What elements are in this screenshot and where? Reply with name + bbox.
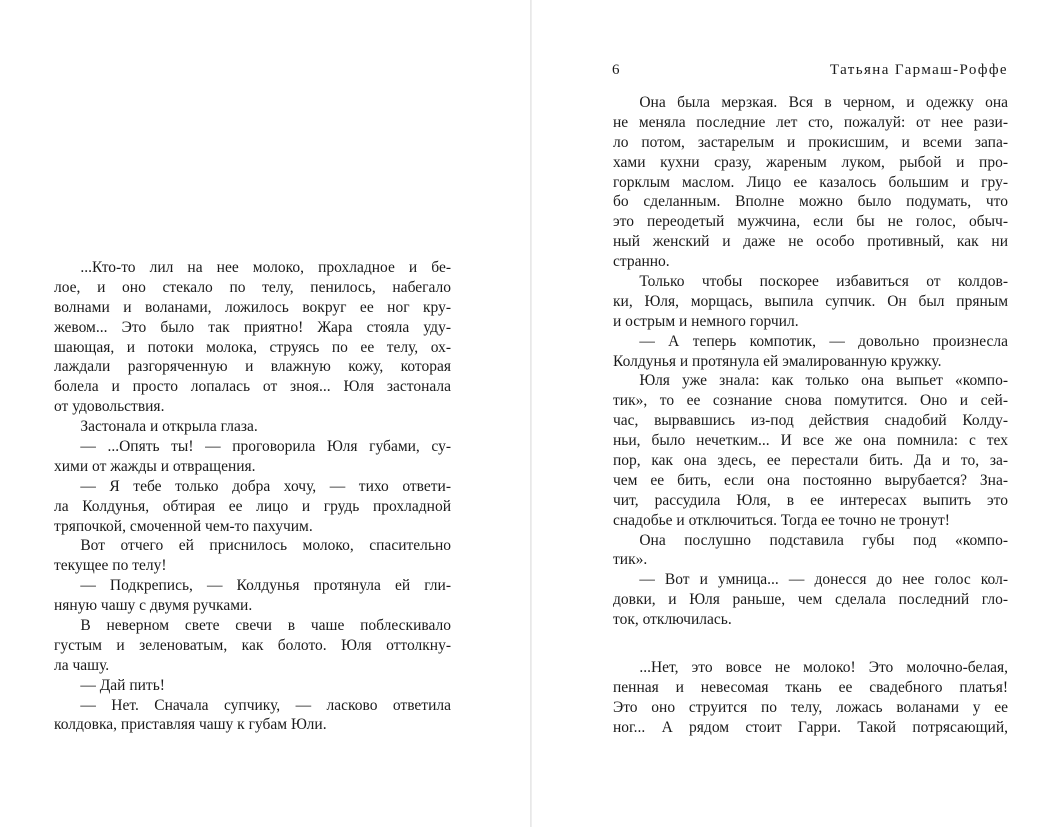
text-line: ки, Юля, морщась, выпила супчик. Он был пряным [613, 292, 1008, 310]
text-line: — Подкрепись, — Колдунья протянула ей гли- [80, 577, 451, 595]
text-line: ный женский и даже не особо противный, как ни [613, 233, 1008, 251]
text-line: ...Нет, это вовсе не молоко! Это молочно-белая, [639, 659, 1008, 676]
text-line: Это оно струится по телу, ложась воланами у ее [613, 698, 1008, 716]
text-line: не меняла последние лет сто, пожалуй: от нее рази- [613, 113, 1008, 131]
running-header-author: Татьяна Гармаш-Роффе [829, 62, 1008, 78]
text-line: чит, рассудила Юля, в ее интересах выпить это [613, 491, 1008, 509]
text-line: волнами и воланами, ложилось вокруг ее ног кру- [54, 298, 451, 316]
text-line: снадобье и отключиться. Тогда ее точно не тронут! [613, 511, 950, 529]
text-line: — Вот и умница... — донесся до нее голос кол- [639, 571, 1008, 589]
text-line: — Нет. Сначала супчику, — ласково ответила [80, 696, 451, 714]
text-line: ток, отключилась. [613, 611, 732, 629]
text-line: это переодетый мужчина, если бы не голос, обыч- [613, 213, 1008, 231]
text-line: ньи, было нечетким... И все же она помнила: с тех [613, 432, 1008, 450]
text-line: ло потом, застарелым и прокисшим, и всеми запа- [613, 133, 1008, 151]
running-header [612, 62, 1008, 84]
text-line: ла Колдунья, обтирая ее лицо и грудь прохладной [54, 497, 451, 515]
text-line: довки, и Юля раньше, чем сделала последний гло- [613, 591, 1008, 609]
text-line: текущее по телу! [54, 557, 167, 575]
text-line: — Дай пить! [80, 676, 165, 694]
text-line: ...Кто-то лил на нее молоко, прохладное и бе- [80, 259, 451, 276]
text-line: лаждали разгоряченную и влажную кожу, которая [54, 358, 451, 376]
left-page-text [54, 258, 451, 735]
text-line: бо сделанным. Вполне можно было подумать, что [613, 193, 1008, 211]
text-line: лое, и оно стекало по телу, пенилось, набегало [54, 278, 451, 296]
text-line: Колдунья и протянула ей эмалированную кружку. [613, 352, 942, 370]
text-line: Только чтобы поскорее избавиться от колдов- [639, 273, 1008, 291]
text-line: хами кухни сразу, жареным луком, рыбой и про- [613, 153, 1008, 171]
text-line: тик». [613, 551, 648, 569]
text-line: от удовольствия. [54, 398, 165, 416]
page-number: 6 [612, 62, 621, 78]
text-line: пенная и невесомая ткань ее свадебного платья! [613, 678, 1008, 696]
text-line: странно. [613, 253, 670, 271]
text-line: и острым и немного горчил. [613, 312, 799, 330]
text-line: — ...Опять ты! — проговорила Юля губами, су- [80, 438, 451, 456]
text-line: болела и просто лопалась от зноя... Юля застонала [54, 378, 451, 396]
text-line: — А теперь компотик, — довольно произнесла [639, 332, 1008, 350]
text-line: ла чашу. [54, 656, 110, 674]
text-line: час, вырвавшись из-под действия снадобий Колду- [613, 412, 1008, 430]
text-line: шающая, и потоки молока, струясь по ее телу, ох- [54, 338, 451, 356]
text-line: ног... А рядом стоит Гарри. Такой потрясающий, [613, 718, 1008, 736]
text-line: Застонала и открыла глаза. [80, 418, 258, 436]
text-line: чем ее бить, если она постоянно вырубается? Зна- [613, 471, 1008, 489]
text-line: Она была мерзкая. Вся в черном, и одежку она [639, 94, 1008, 111]
text-line: колдовка, приставляя чашу к губам Юли. [54, 716, 327, 734]
text-line: пор, как она здесь, ее перестали бить. Да и то, за- [613, 452, 1008, 470]
text-line: Юля уже знала: как только она выпьет «компо- [639, 372, 1008, 390]
text-line: горклым маслом. Лицо ее казалось большим и гру- [613, 173, 1008, 191]
text-line: тряпочкой, смоченной чем-то пахучим. [54, 517, 313, 535]
text-line: Она послушно подставила губы под «компо- [639, 531, 1008, 549]
text-line: хими от жажды и отвращения. [54, 457, 256, 475]
text-line: жевом... Это было так приятно! Жара стояла уду- [54, 318, 451, 336]
text-line: тик», то ее сознание снова помутится. Оно и сей- [613, 392, 1008, 410]
right-page-text [613, 93, 1008, 630]
text-line: няную чашу с двумя ручками. [54, 597, 253, 615]
text-line: В неверном свете свечи в чаше поблескивало [80, 617, 451, 635]
right-page-text-after-break [613, 658, 1008, 738]
text-line: Вот отчего ей приснилось молоко, спасительно [80, 537, 451, 555]
text-line: густым и зеленоватым, как болото. Юля оттолкну- [54, 636, 451, 654]
text-line: — Я тебе только добра хочу, — тихо ответи- [80, 477, 451, 495]
